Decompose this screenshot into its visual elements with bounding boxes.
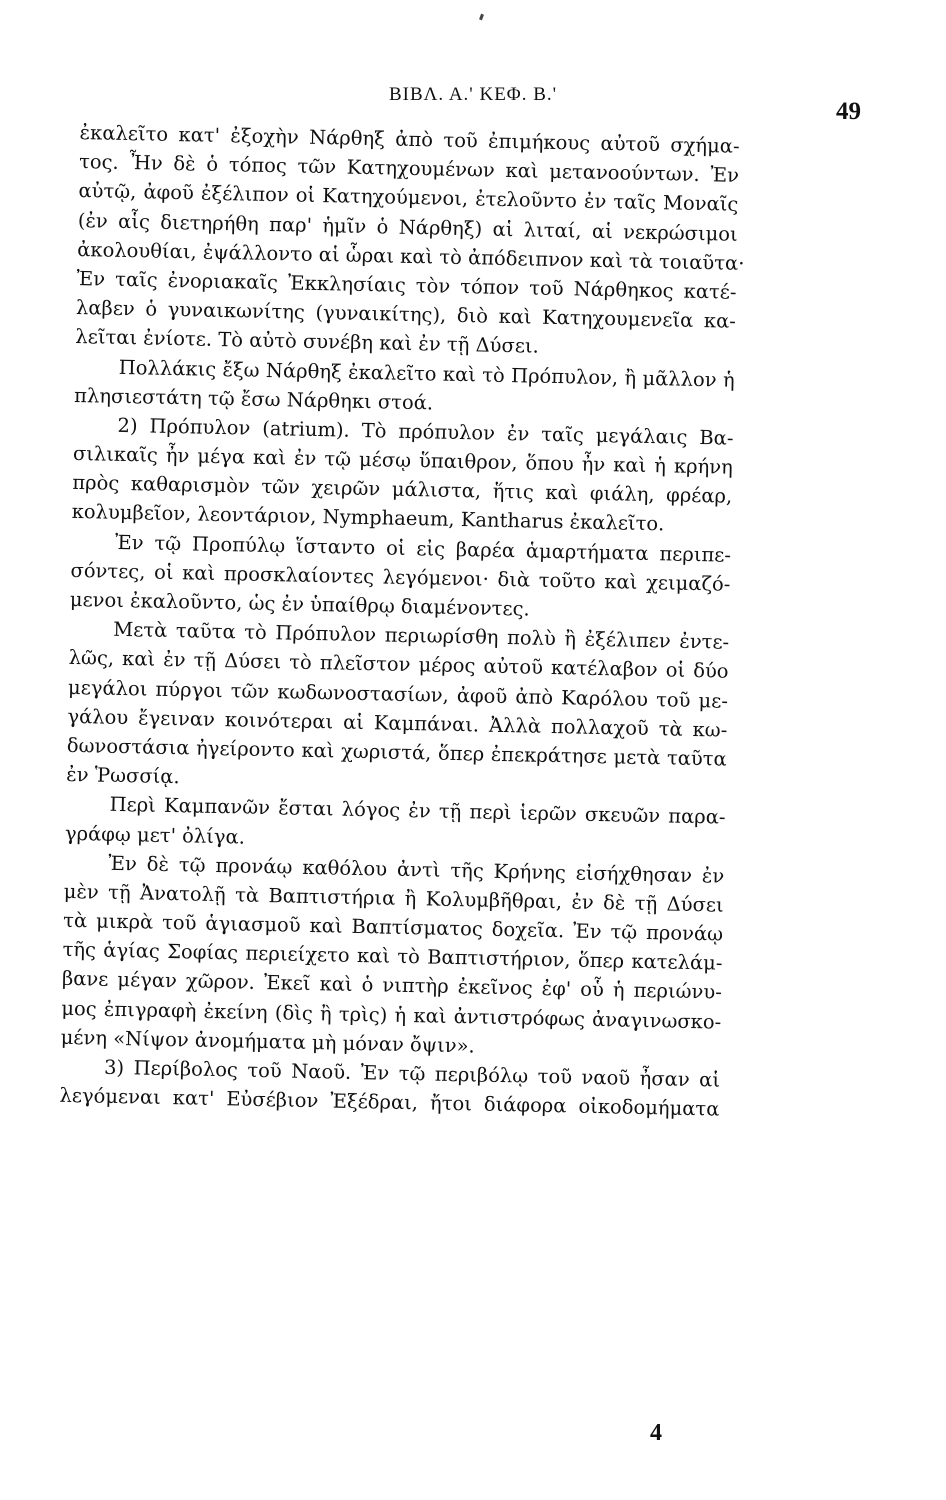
text-line: λεγόμεναι κατ' Εὐσέβιον Ἐξέδραι, ἤτοι διάφορα οἰκοδομήματα	[59, 1083, 720, 1121]
text-line: Ἐν ταῖς ἐνοριακαῖς Ἐκκλησίαις τὸν τόπον τοῦ Νάρθηκος κατέ-	[76, 266, 737, 304]
text-line: (ἐν αἷς διετηρήθη παρ' ἡμῖν ὁ Νάρθηξ) αἱ λιταί, αἱ νεκρώσιμοι	[77, 208, 738, 246]
text-line: βανε μέγαν χῶρον. Ἐκεῖ καὶ ὁ νιπτὴρ ἐκεῖνος ἐφ' οὗ ἡ περιώνυ-	[61, 967, 723, 1005]
text-line: μενοι ἐκαλοῦντο, ὡς ἐν ὑπαίθρῳ διαμένοντες.	[69, 587, 530, 621]
text-line: γάλου ἔγειναν κοινότεραι αἱ Καμπάναι. Ἀλλὰ πολλαχοῦ τὰ κω-	[67, 704, 728, 742]
text-line: μος ἐπιγραφὴ ἐκείνη (δὶς ἢ τρὶς) ἡ καὶ ἀντιστρόφως ἀναγινωσκο-	[61, 996, 722, 1034]
text-line: Πολλάκις ἔξω Νάρθηξ ἐκαλεῖτο καὶ τὸ Πρόπυλον, ἢ μᾶλλον ἡ	[118, 355, 735, 392]
text-line: μὲν τῇ Ἀνατολῇ τὰ Βαπτιστήρια ἢ Κολυμβῆθραι, ἐν δὲ τῇ Δύσει	[63, 879, 724, 917]
text-line: σόντες, οἱ καὶ προσκλαίοντες λεγόμενοι· διὰ τοῦτο καὶ χειμαζό-	[70, 558, 731, 596]
text-line: πρὸς καθαρισμὸν τῶν χειρῶν μάλιστα, ἥτις καὶ φιάλη, φρέαρ,	[72, 471, 733, 508]
text-line: λαβεν ὁ γυναικωνίτης (γυναικίτης), διὸ καὶ Κατηχουμενεῖα κα-	[75, 296, 737, 333]
text-line: ἀκολουθίαι, ἐψάλλοντο αἱ ὧραι καὶ τὸ ἀπόδειπνον καὶ τὰ τοιαῦτα·	[77, 237, 745, 275]
running-head: ΒΙΒΛ. Α.' ΚΕΦ. Β.'	[388, 84, 558, 105]
text-line: δωνοστάσια ἠγείροντο καὶ χωριστά, ὅπερ ἐπεκράτησε μετὰ ταῦτα	[66, 733, 727, 771]
text-line: 3) Περίβολος τοῦ Ναοῦ. Ἐν τῷ περιβόλῳ τοῦ ναοῦ ἦσαν αἱ	[103, 1055, 721, 1092]
text-line: μένη «Νίψον ἀνομήματα μὴ μόναν ὄψιν».	[60, 1025, 475, 1058]
signature-mark: 4	[650, 1420, 662, 1446]
text-line: γράφῳ μετ' ὀλίγα.	[64, 821, 246, 849]
text-line: Μετὰ ταῦτα τὸ Πρόπυλον περιωρίσθη πολὺ ἢ ἐξέλιπεν ἐντε-	[113, 617, 730, 654]
text-line: 2) Πρόπυλον (atrium). Τὸ πρόπυλον ἐν ταῖς μεγάλαις Βα-	[117, 413, 734, 450]
text-line: τος. Ἦν δὲ ὁ τόπος τῶν Κατηχουμένων καὶ μετανοούντων. Ἐν	[78, 150, 740, 187]
text-line: μεγάλοι πύργοι τῶν κωδωνοστασίων, ἀφοῦ ἀπὸ Καρόλου τοῦ με-	[67, 675, 729, 713]
text-line: Περὶ Καμπανῶν ἔσται λόγος ἐν τῇ περὶ ἱερῶν σκευῶν παρα-	[109, 793, 726, 829]
text-line: λῶς, καὶ ἐν τῇ Δύσει τὸ πλεῖστον μέρος αὐτοῦ κατέλαβον οἱ δύο	[68, 646, 729, 684]
text-line: κολυμβεῖον, λεοντάριον, Nymphaeum, Kantharus ἐκαλεῖτο.	[71, 500, 665, 536]
text-line: ἐν Ῥωσσίᾳ.	[66, 762, 180, 789]
text-line: Ἐν δὲ τῷ προνάῳ καθόλου ἀντὶ τῆς Κρήνης εἰσήχθησαν ἐν	[108, 851, 725, 888]
text-line: τὰ μικρὰ τοῦ ἁγιασμοῦ καὶ Βαπτίσματος δοχεῖα. Ἐν τῷ προνάῳ	[62, 908, 724, 946]
text-line: αὐτῷ, ἀφοῦ ἐξέλιπον οἱ Κατηχούμενοι, ἐτελοῦντο ἐν ταῖς Μοναῖς	[78, 179, 739, 217]
text-line: τῆς ἁγίας Σοφίας περιείχετο καὶ τὸ Βαπτιστήριον, ὅπερ κατελάμ-	[62, 938, 723, 975]
page-number: 49	[836, 98, 861, 125]
text-line: πλησιεστάτη τῷ ἔσω Νάρθηκι στοά.	[73, 383, 434, 415]
ink-speck	[479, 14, 484, 21]
text-line: σιλικαῖς ἦν μέγα καὶ ἐν τῷ μέσῳ ὕπαιθρον, ὅπου ἦν καὶ ἡ κρήνη	[72, 441, 734, 479]
text-line: λεῖται ἐνίοτε. Τὸ αὐτὸ συνέβη καὶ ἐν τῇ Δύσει.	[75, 325, 540, 358]
body-text	[59, 118, 745, 1124]
text-line: Ἐν τῷ Προπύλῳ ἵσταντο οἱ εἰς βαρέα ἁμαρτήματα περιπε-	[114, 530, 732, 567]
text-line: ἐκαλεῖτο κατ' ἐξοχὴν Νάρθηξ ἀπὸ τοῦ ἐπιμήκους αὐτοῦ σχήμα-	[79, 120, 740, 158]
